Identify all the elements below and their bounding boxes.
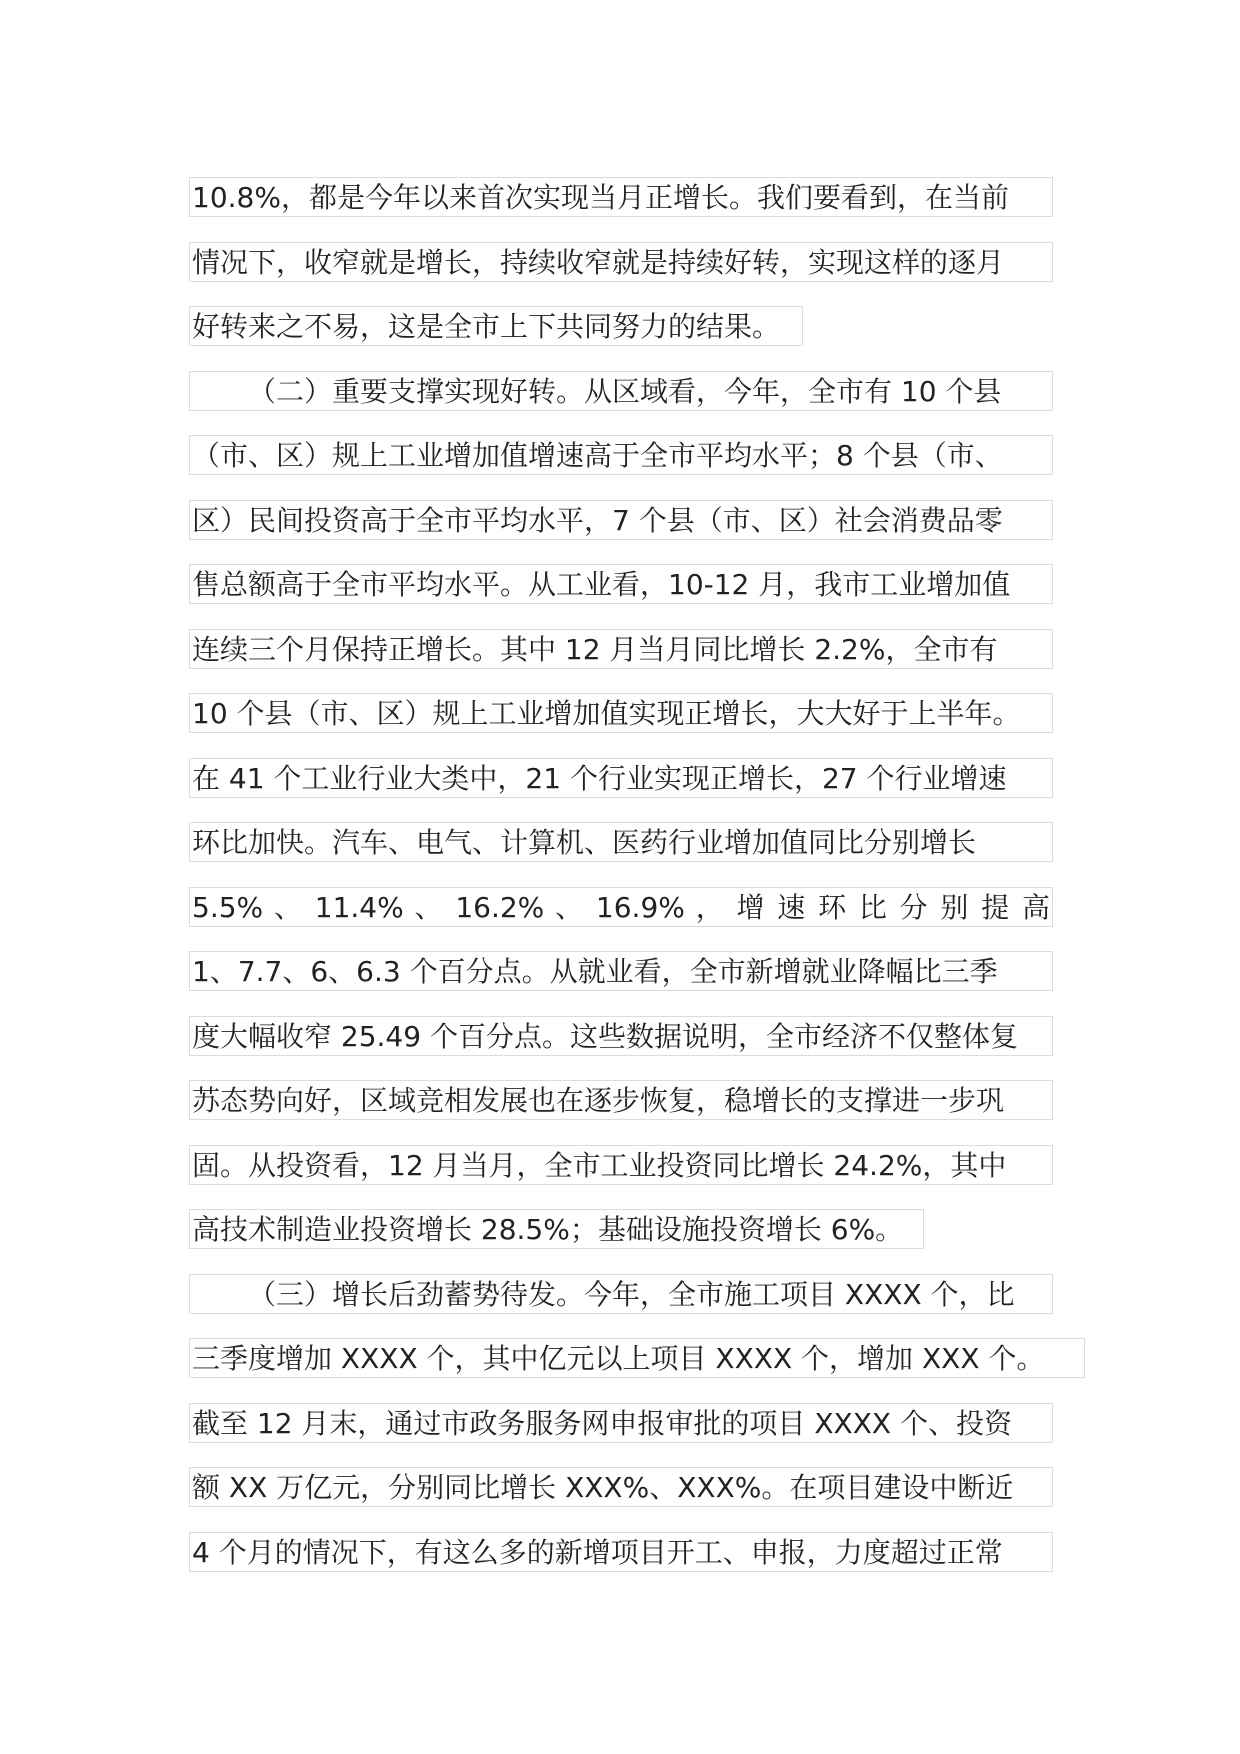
text-line-12: 5.5% 、 11.4% 、 16.2% 、 16.9% ， 增 速 环 比 分 别 提 高 (189, 887, 1053, 927)
text-line-15: 苏态势向好，区域竞相发展也在逐步恢复，稳增长的支撑进一步巩 (189, 1080, 1053, 1120)
text-line-3: 好转来之不易，这是全市上下共同努力的结果。 (189, 306, 803, 346)
text-line-10: 在 41 个工业行业大类中，21 个行业实现正增长，27 个行业增速 (189, 758, 1053, 798)
text-line-19: 三季度增加 XXXX 个，其中亿元以上项目 XXXX 个，增加 XXX 个。 (189, 1338, 1085, 1378)
text-line-1: 10.8%，都是今年以来首次实现当月正增长。我们要看到，在当前 (189, 177, 1053, 217)
text-line-16: 固。从投资看，12 月当月，全市工业投资同比增长 24.2%，其中 (189, 1145, 1053, 1185)
text-line-18: （三）增长后劲蓄势待发。今年，全市施工项目 XXXX 个，比 (189, 1274, 1053, 1314)
text-line-6: 区）民间投资高于全市平均水平，7 个县（市、区）社会消费品零 (189, 500, 1053, 540)
text-line-14: 度大幅收窄 25.49 个百分点。这些数据说明，全市经济不仅整体复 (189, 1016, 1053, 1056)
text-line-21: 额 XX 万亿元，分别同比增长 XXX%、XXX%。在项目建设中断近 (189, 1467, 1053, 1507)
text-line-5: （市、区）规上工业增加值增速高于全市平均水平；8 个县（市、 (189, 435, 1053, 475)
text-line-22: 4 个月的情况下，有这么多的新增项目开工、申报，力度超过正常 (189, 1532, 1053, 1572)
text-line-7: 售总额高于全市平均水平。从工业看，10-12 月，我市工业增加值 (189, 564, 1053, 604)
text-line-11: 环比加快。汽车、电气、计算机、医药行业增加值同比分别增长 (189, 822, 1053, 862)
text-line-17: 高技术制造业投资增长 28.5%；基础设施投资增长 6%。 (189, 1209, 924, 1249)
text-line-9: 10 个县（市、区）规上工业增加值实现正增长，大大好于上半年。 (189, 693, 1053, 733)
text-line-20: 截至 12 月末，通过市政务服务网申报审批的项目 XXXX 个、投资 (189, 1403, 1053, 1443)
text-line-2: 情况下，收窄就是增长，持续收窄就是持续好转，实现这样的逐月 (189, 242, 1053, 282)
text-line-8: 连续三个月保持正增长。其中 12 月当月同比增长 2.2%，全市有 (189, 629, 1053, 669)
text-line-13: 1、7.7、6、6.3 个百分点。从就业看，全市新增就业降幅比三季 (189, 951, 1053, 991)
text-line-4: （二）重要支撑实现好转。从区域看，今年，全市有 10 个县 (189, 371, 1053, 411)
